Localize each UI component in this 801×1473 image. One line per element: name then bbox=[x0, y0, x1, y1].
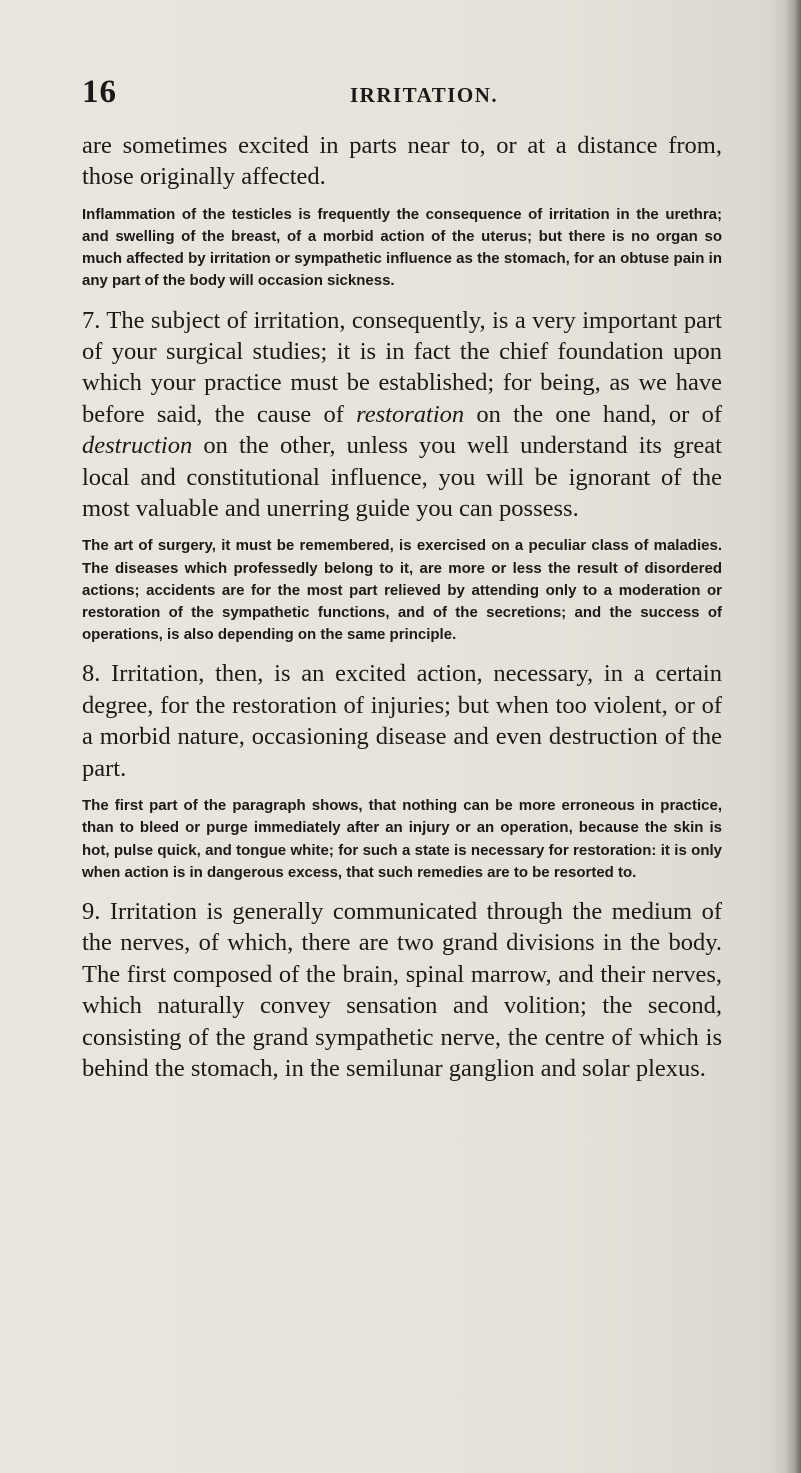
paragraph-8: 8. Irritation, then, is an excited action, necessary, in a certain degree, for the restoration of injuries; but when too violent, or of a morbid nature, occasioning disease and even destruction of the part. bbox=[82, 660, 722, 782]
page-header bbox=[82, 74, 722, 114]
page-number: 16 bbox=[82, 74, 117, 110]
paragraph-7 bbox=[82, 305, 722, 525]
note-inflammation: Inflammation of the testicles is frequently the consequence of irritation in the urethra; and swelling of the breast, of a morbid action of the uterus; but there is no organ so much affected by irritation or sympathetic influence as the stomach, for an obtuse pain in any part of the body will occasion sickness. bbox=[82, 205, 722, 290]
body-text bbox=[82, 130, 722, 1084]
paragraph-7-text-b: on the one hand, or of bbox=[464, 400, 722, 428]
running-title: IRRITATION. bbox=[350, 83, 499, 107]
note-art-of-surgery: The art of surgery, it must be remembered, is exercised on a peculiar class of maladies. The diseases which professedly belong to it, are more or less the result of disordered actions; accidents are for the most part relieved by attending only to a moderation or restoration of the sympathetic functions, and of the secretions; and the success of operations, is also depending on the same principle. bbox=[82, 537, 722, 644]
paragraph-7-emphasis-destruction: destruction bbox=[82, 432, 193, 460]
paragraph-7-text-a: 7. The subject of irritation, consequently, is a very important part of your surgical studies; it is in fact the chief foundation upon which your practice must be established; for being, as we have before said, the cause of bbox=[82, 306, 722, 428]
note-first-part: The first part of the paragraph shows, that nothing can be more erroneous in practice, than to bleed or purge immediately after an injury or an operation, because the skin is hot, pulse quick, and tongue white; for such a state is necessary for restoration: it is only when action is in dangerous excess, that such remedies are to be resorted to. bbox=[82, 797, 722, 881]
page-edge-shadow bbox=[785, 0, 801, 1473]
paragraph-9: 9. Irritation is generally communicated through the medium of the nerves, of which, there are two grand divisions in the body. The first composed of the brain, spinal marrow, and their nerves, which naturally convey sensation and volition; the second, consisting of the grand sympathetic nerve, the centre of which is behind the stomach, in the semilunar ganglion and solar plexus. bbox=[82, 897, 722, 1082]
paragraph-7-emphasis-restoration: restoration bbox=[356, 400, 465, 428]
paragraph-7-text-c: on the other, unless you well understand its great local and constitutional influence, you will be ignorant of the most valuable and unerring guide you can possess. bbox=[82, 432, 722, 523]
paragraph-continuation: are sometimes excited in parts near to, or at a distance from, those originally affected. bbox=[82, 132, 722, 191]
